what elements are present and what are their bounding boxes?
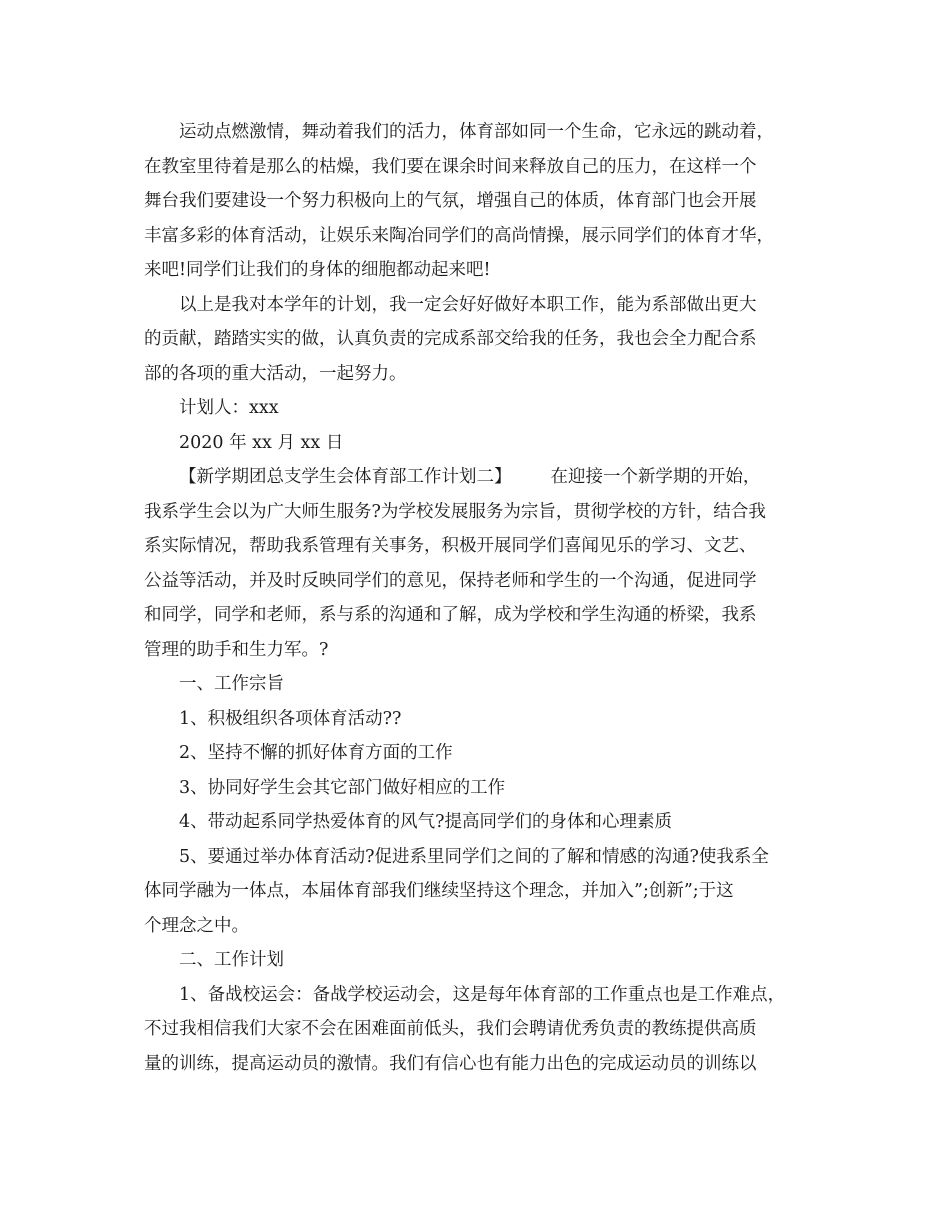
paragraph-line: 丰富多彩的体育活动，让娱乐来陶冶同学们的高尚情操，展示同学们的体育才华， [144, 226, 774, 246]
paragraph-line: 公益等活动，并及时反映同学们的意见，保持老师和学生的一个沟通，促进同学 [144, 571, 757, 591]
paragraph-line: 部的各项的重大活动，一起努力。 [144, 364, 407, 384]
section-heading: 二、工作计划 [179, 950, 284, 970]
list-item: 4、带动起系同学热爱体育的风气?提高同学们的身体和心理素质 [179, 812, 673, 832]
paragraph-line: 和同学，同学和老师，系与系的沟通和了解，成为学校和学生沟通的桥梁，我系 [144, 605, 757, 625]
list-item: 5、要通过举办体育活动?促进系里同学们之间的了解和情感的沟通?使我系全 [179, 847, 769, 867]
list-item: 1、积极组织各项体育活动?? [179, 709, 402, 729]
paragraph-line: 不过我相信我们大家不会在困难面前低头，我们会聘请优秀负责的教练提供高质 [144, 1019, 757, 1039]
section-heading: 一、工作宗旨 [179, 674, 284, 694]
paragraph-line: 体同学融为一体点，本届体育部我们继续坚持这个理念，并加入”;创新”;于这 [144, 881, 734, 901]
list-item: 1、备战校运会：备战学校运动会，这是每年体育部的工作重点也是工作难点， [179, 985, 786, 1005]
paragraph-line: 我系学生会以为广大师生服务?为学校发展服务为宗旨，贯彻学校的方针，结合我 [144, 502, 766, 522]
paragraph-line: 系实际情况，帮助我系管理有关事务，积极开展同学们喜闻见乐的学习、文艺、 [144, 536, 757, 556]
paragraph-line: 运动点燃激情，舞动着我们的活力，体育部如同一个生命，它永远的跳动着， [179, 122, 774, 142]
list-item: 3、协同好学生会其它部门做好相应的工作 [179, 778, 506, 798]
paragraph-line: 个理念之中。 [144, 916, 249, 936]
paragraph-line: 量的训练，提高运动员的激情。我们有信心也有能力出色的完成运动员的训练以 [144, 1054, 757, 1074]
paragraph-line: 管理的助手和生力军。? [144, 640, 329, 660]
paragraph-line: 在教室里待着是那么的枯燥，我们要在课余时间来释放自己的压力，在这样一个 [144, 157, 757, 177]
paragraph-line: 以上是我对本学年的计划，我一定会好好做好本职工作，能为系部做出更大 [179, 295, 757, 315]
planner-signature: 计划人：xxx [179, 398, 279, 418]
paragraph-line: 来吧!同学们让我们的身体的细胞都动起来吧! [144, 260, 491, 280]
list-item: 2、坚持不懈的抓好体育方面的工作 [179, 743, 453, 763]
plan-date: 2020 年 xx 月 xx 日 [179, 433, 344, 453]
section-title-line: 【新学期团总支学生会体育部工作计划二】 在迎接一个新学期的开始， [179, 467, 761, 487]
paragraph-line: 的贡献，踏踏实实的做，认真负责的完成系部交给我的任务，我也会全力配合系 [144, 329, 757, 349]
paragraph-line: 舞台我们要建设一个努力积极向上的气氛，增强自己的体质，体育部门也会开展 [144, 191, 757, 211]
